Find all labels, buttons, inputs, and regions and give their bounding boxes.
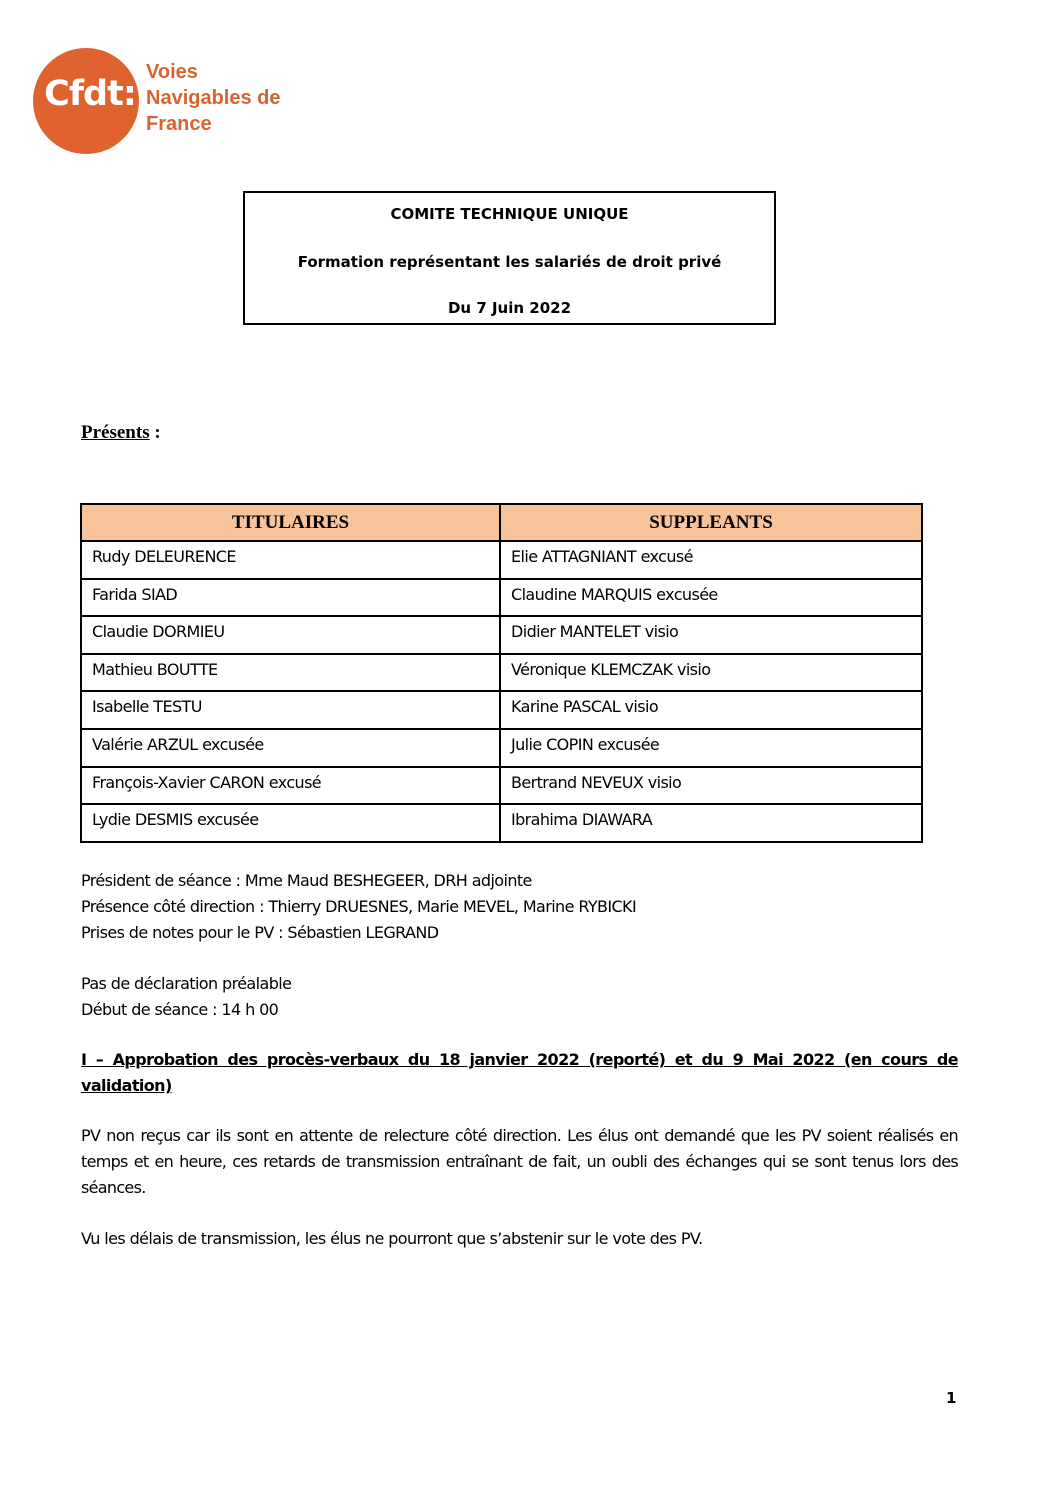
table-row [81,804,922,842]
committee-title: COMITE TECHNIQUE UNIQUE [390,205,629,223]
suppleant-cell: Bertrand NEVEUX visio [500,767,922,805]
suppleant-cell: Claudine MARQUIS excusée [500,579,922,617]
logo-mark: Cfdt: [44,74,136,114]
table-row [81,767,922,805]
logo-line-3: France [146,113,212,135]
table-row [81,579,922,617]
section-paragraph: Vu les délais de transmission, les élus ne pourront que s’abstenir sur le vote des PV. [81,1229,703,1248]
table-row [81,616,922,654]
attendance-table [80,503,923,843]
direction-line: Présence côté direction : Thierry DRUESNES, Marie MEVEL, Marine RYBICKI [81,897,637,916]
suppleant-cell: Elie ATTAGNIANT excusé [500,541,922,579]
suppleant-cell: Karine PASCAL visio [500,691,922,729]
document-title-box [243,191,776,325]
declaration-line: Pas de déclaration préalable [81,974,292,993]
presents-suffix: : [149,422,161,443]
titulaire-cell: Mathieu BOUTTE [81,654,500,692]
suppleant-cell: Véronique KLEMCZAK visio [500,654,922,692]
table-row [81,691,922,729]
titulaire-cell: Valérie ARZUL excusée [81,729,500,767]
section-heading: I – Approbation des procès-verbaux du 18 janvier 2022 (reporté) et du 9 Mai 2022 (en cours de validation) [81,1050,958,1095]
attendance-header-row [81,504,922,541]
table-row [81,654,922,692]
formation-subtitle: Formation représentant les salariés de droit privé [297,253,722,271]
suppleant-cell: Ibrahima DIAWARA [500,804,922,842]
presents-heading [81,422,161,444]
meeting-date: Du 7 Juin 2022 [447,299,572,317]
table-row [81,541,922,579]
president-line: Président de séance : Mme Maud BESHEGEER, DRH adjointe [81,871,532,890]
start-time-line: Début de séance : 14 h 00 [81,1000,279,1019]
header-suppleants: SUPPLEANTS [500,504,922,541]
suppleant-cell: Didier MANTELET visio [500,616,922,654]
meeting-info [81,868,636,946]
titulaire-cell: Isabelle TESTU [81,691,500,729]
session-info [81,971,291,1023]
titulaire-cell: Lydie DESMIS excusée [81,804,500,842]
suppleant-cell: Julie COPIN excusée [500,729,922,767]
cfdt-logo [33,48,333,158]
logo-line-1: Voies [146,61,198,83]
presents-label: Présents [81,422,150,443]
table-row [81,729,922,767]
titulaire-cell: Claudie DORMIEU [81,616,500,654]
section-paragraph: PV non reçus car ils sont en attente de relecture côté direction. Les élus ont demandé que les PV soient réalisés en temps et en heure, ces retards de transmission entraînant de fait, un oubli des échanges qui se sont tenus lors des séances. [81,1126,958,1197]
logo-line-2: Navigables de [146,87,281,109]
titulaire-cell: Rudy DELEURENCE [81,541,500,579]
titulaire-cell: François-Xavier CARON excusé [81,767,500,805]
page-number: 1 [946,1389,957,1407]
header-titulaires: TITULAIRES [81,504,500,541]
titulaire-cell: Farida SIAD [81,579,500,617]
notes-line: Prises de notes pour le PV : Sébastien LEGRAND [81,923,439,942]
logo-text [146,59,281,137]
